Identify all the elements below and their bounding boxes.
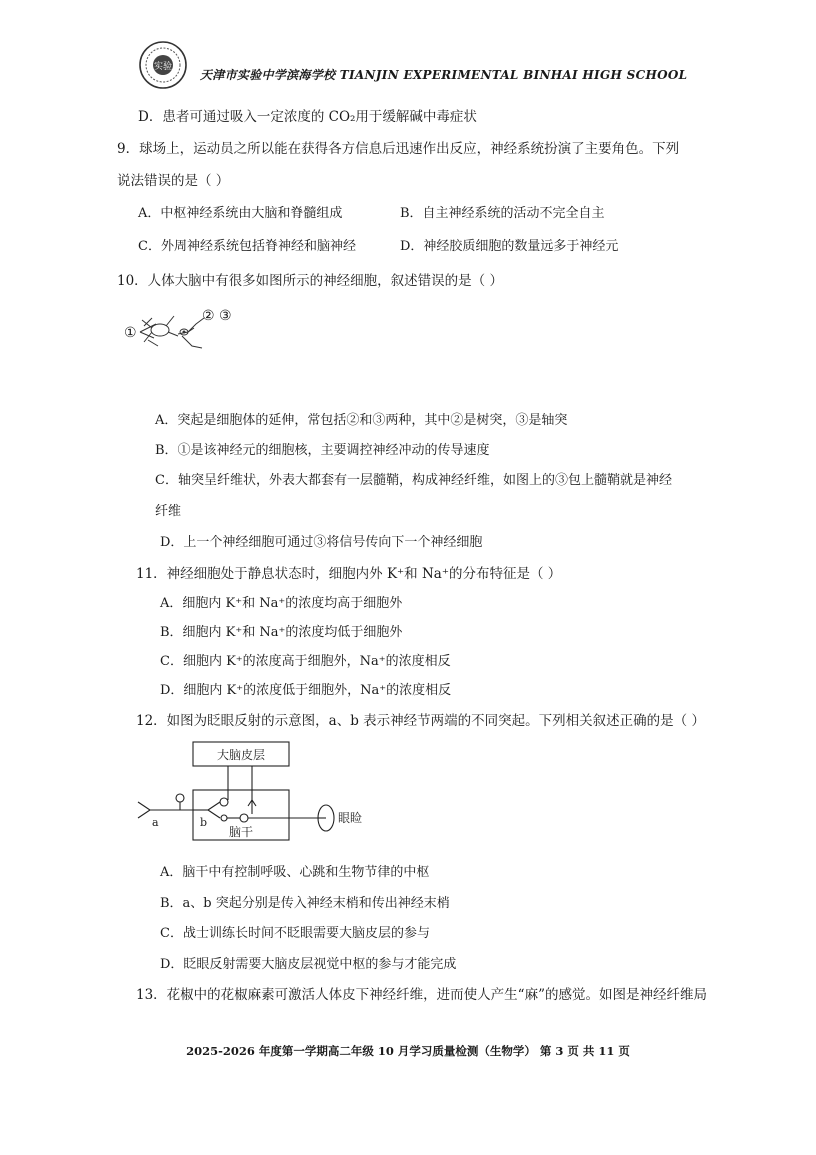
label-b: b (200, 816, 208, 829)
q11-option-d: D．细胞内 K⁺的浓度低于细胞外，Na⁺的浓度相反 (160, 683, 452, 698)
eyelid-label: 眼睑 (338, 811, 363, 825)
q11-option-b: B．细胞内 K⁺和 Na⁺的浓度均低于细胞外 (160, 625, 403, 640)
q9-option-c: C．外周神经系统包括脊神经和脑神经 (138, 239, 356, 254)
school-seal-icon (138, 40, 188, 90)
school-logo (138, 40, 188, 90)
q9-option-d: D．神经胶质细胞的数量远多于神经元 (400, 239, 619, 254)
neuron-label-2: ② (202, 308, 215, 324)
blink-reflex-diagram (136, 740, 366, 850)
q9-option-a: A．中枢神经系统由大脑和脊髓组成 (138, 206, 343, 221)
q12-stem: 12．如图为眨眼反射的示意图，a、b 表示神经节两端的不同突起。下列相关叙述正确的是（ ） (136, 713, 705, 729)
neuron-label-3: ③ (219, 308, 232, 324)
label-a: a (152, 816, 159, 829)
q12-option-b: B．a、b 突起分别是传入神经末梢和传出神经末梢 (160, 896, 450, 911)
q10-option-c-line2: 纤维 (155, 504, 182, 519)
neuron-diagram (122, 302, 242, 362)
neuron-label-1: ① (124, 325, 137, 341)
q8-option-d: D．患者可通过吸入一定浓度的 CO₂用于缓解碱中毒症状 (138, 109, 477, 125)
q9-stem-line2: 说法错误的是（ ） (117, 173, 230, 189)
q9-stem-line1: 9．球场上，运动员之所以能在获得各方信息后迅速作出反应，神经系统扮演了主要角色。下列 (117, 141, 680, 157)
q9-option-b: B．自主神经系统的活动不完全自主 (400, 206, 605, 221)
brainstem-label: 脑干 (228, 825, 254, 839)
q12-option-d: D．眨眼反射需要大脑皮层视觉中枢的参与才能完成 (160, 957, 457, 972)
q10-option-b: B．①是该神经元的细胞核，主要调控神经冲动的传导速度 (155, 443, 490, 458)
q11-stem: 11．神经细胞处于静息状态时，细胞内外 K⁺和 Na⁺的分布特征是（ ） (136, 566, 562, 582)
cortex-label: 大脑皮层 (216, 748, 266, 762)
logo-text: 实验 (153, 62, 173, 72)
q11-option-a: A．细胞内 K⁺和 Na⁺的浓度均高于细胞外 (160, 596, 403, 611)
q12-option-a: A．脑干中有控制呼吸、心跳和生物节律的中枢 (160, 865, 430, 880)
neuron-figure (122, 302, 242, 362)
reflex-arc-figure (136, 740, 366, 850)
page-footer: 2025-2026 年度第一学期高二年级 10 月学习质量检测（生物学） 第 3 页 共 11 页 (186, 1044, 630, 1058)
q13-stem-line1: 13．花椒中的花椒麻素可激活人体皮下神经纤维，进而使人产生“麻”的感觉。如图是神经纤维局 (136, 987, 707, 1003)
q12-option-c: C．战士训练长时间不眨眼需要大脑皮层的参与 (160, 926, 430, 941)
q10-option-a: A．突起是细胞体的延伸，常包括②和③两种，其中②是树突，③是轴突 (155, 413, 568, 428)
q10-option-d: D．上一个神经细胞可通过③将信号传向下一个神经细胞 (160, 535, 483, 550)
school-name: 天津市实验中学滨海学校 TIANJIN EXPERIMENTAL BINHAI HIGH SCHOOL (200, 68, 688, 82)
q11-option-c: C．细胞内 K⁺的浓度高于细胞外，Na⁺的浓度相反 (160, 654, 451, 669)
q10-stem: 10．人体大脑中有很多如图所示的神经细胞，叙述错误的是（ ） (117, 273, 503, 289)
q10-option-c-line1: C．轴突呈纤维状，外表大都套有一层髓鞘，构成神经纤维，如图上的③包上髓鞘就是神经 (155, 473, 672, 488)
